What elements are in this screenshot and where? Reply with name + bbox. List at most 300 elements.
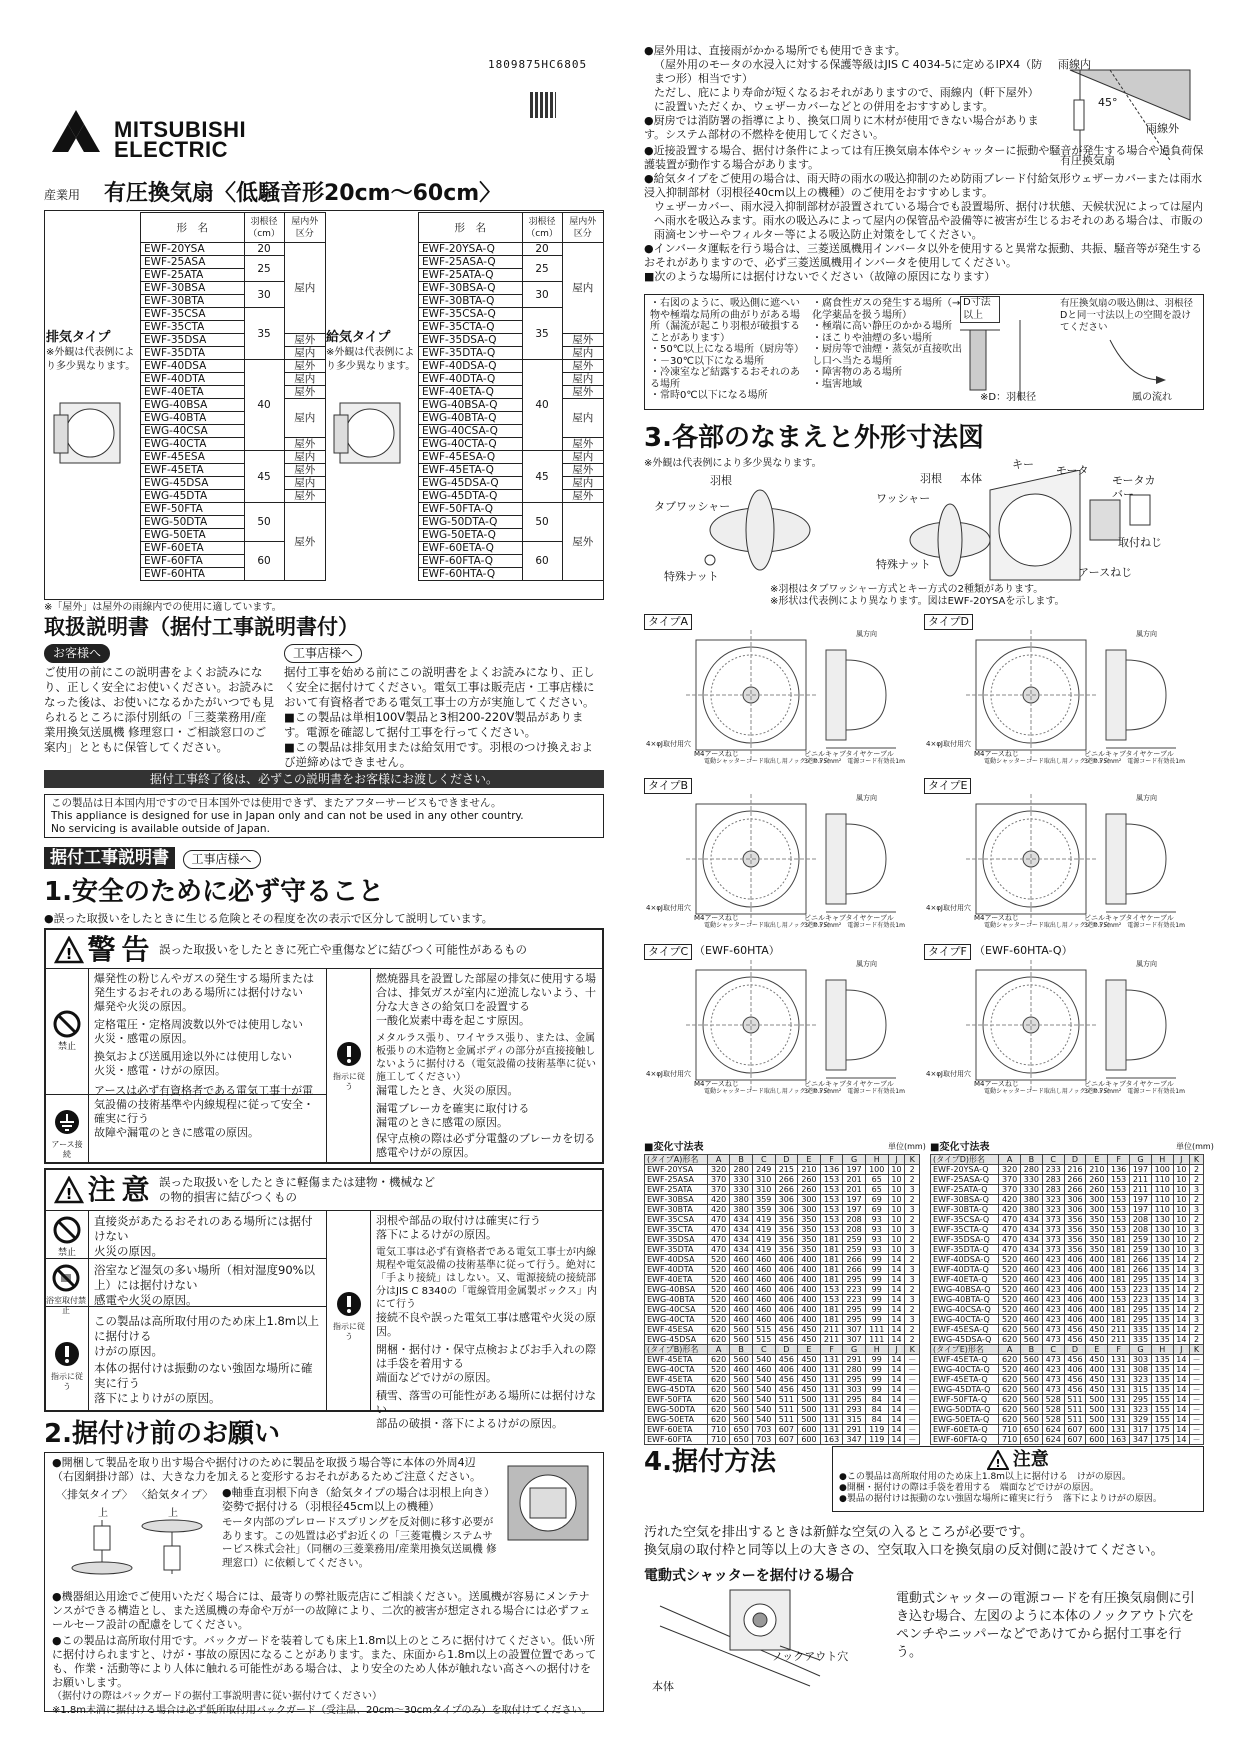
dim-value: 14 [888, 1405, 905, 1415]
dim-value: 450 [798, 1375, 821, 1385]
warning-left-items [94, 972, 322, 1140]
dim-value: 460 [752, 1365, 775, 1375]
dim-value: 560 [1020, 1325, 1042, 1335]
dim-value: 283 [1042, 1175, 1064, 1185]
dim-value: 406 [775, 1305, 798, 1315]
cord-knockout-note: 電動シャッターコード取出し用ノックアウト穴 [704, 922, 830, 929]
dim-value: 14 [1173, 1285, 1189, 1295]
dim-model: EWF-20YSA [645, 1165, 708, 1175]
caution-left-items [94, 1214, 322, 1406]
model-name: EWF-40DSA-Q [419, 360, 523, 373]
dim-value: 400 [1086, 1295, 1108, 1305]
dim-value: 460 [1020, 1275, 1042, 1285]
dim-value: 620 [999, 1355, 1021, 1365]
dim-model: EWG-50DTA-Q [931, 1405, 999, 1415]
dim-row [645, 1335, 920, 1345]
dim-value: 10 [1173, 1245, 1189, 1255]
dim-value: 356 [775, 1235, 798, 1245]
dim-value: E [798, 1155, 821, 1165]
dim-value: 131 [1108, 1425, 1130, 1435]
install-cn1: ●この製品は高所取付用のため床上1.8m以上に据付ける けがの原因。 [839, 1471, 1131, 1482]
dim-value: 295 [843, 1305, 866, 1315]
supply-label: 給気タイプ [326, 330, 391, 345]
dim-value: 434 [730, 1245, 753, 1255]
dim-row [645, 1365, 920, 1375]
blade-diameter: 50 [522, 503, 562, 542]
dim-value: 520 [999, 1305, 1021, 1315]
customer-block [44, 644, 274, 755]
dim-value: 295 [843, 1315, 866, 1325]
dim-value: 406 [775, 1315, 798, 1325]
dim-value: 400 [1086, 1265, 1108, 1275]
model-name: EWF-35DSA [141, 334, 245, 347]
instruct-label: 指示に従う [333, 1321, 365, 1341]
wind-direction: 風方向 [856, 794, 877, 802]
c8r: 部品の破損・落下によるけがの原因。 [376, 1417, 563, 1430]
dim-value: 300 [798, 1205, 821, 1215]
dim-value: 703 [752, 1435, 775, 1445]
dim-value: A [999, 1345, 1021, 1355]
dim-value: 703 [752, 1425, 775, 1435]
dim-value: 197 [843, 1195, 866, 1205]
dim-value: 211 [820, 1325, 843, 1335]
dim-value: H [865, 1155, 888, 1165]
dim-value: 450 [1086, 1385, 1108, 1395]
contractor-pill: 工事店様へ [284, 644, 362, 663]
dim-value: 710 [707, 1425, 730, 1435]
dim-value: 3 [905, 1205, 920, 1215]
model-row [419, 464, 604, 477]
dim-value: 520 [707, 1275, 730, 1285]
dim-value: 356 [1064, 1215, 1086, 1225]
dim-value: 201 [843, 1175, 866, 1185]
model-name: EWG-50ETA [141, 529, 245, 542]
dim-value: 710 [999, 1435, 1021, 1445]
dim-value: 2 [905, 1165, 920, 1175]
dim-model: EWF-25ASA-Q [931, 1175, 999, 1185]
dim-row [931, 1355, 1204, 1365]
w8: 保守点検の際は必ず分電盤のブレーカを切る [376, 1132, 596, 1145]
model-name: EWF-45ETA-Q [419, 464, 523, 477]
location-class: 屋外 [562, 334, 603, 347]
type-drawing [646, 630, 916, 770]
dim-value: 456 [775, 1385, 798, 1395]
dim-row [645, 1255, 920, 1265]
dim-row [931, 1375, 1204, 1385]
install-cn2: ●開梱・据付けの際は手袋を着用する 端面などでけがの原因。 [839, 1482, 1099, 1493]
dim-value: 14 [1173, 1265, 1189, 1275]
customer-pill: お客様へ [44, 644, 110, 663]
pre-b2-block [222, 1486, 498, 1570]
caution-instruct-left [48, 1340, 86, 1392]
type-drawing [926, 794, 1196, 934]
model-name: EWF-35DTA-Q [419, 347, 523, 360]
dim-value: 620 [999, 1385, 1021, 1395]
dim-value: 540 [752, 1415, 775, 1425]
type-label: タイプE [924, 778, 971, 794]
air-flow-label: 風の流れ [1132, 392, 1172, 403]
dim-value: 208 [843, 1225, 866, 1235]
dim-value: H [865, 1345, 888, 1355]
r1: ●屋外用は、直接雨がかかる場所でも使用できます。 [644, 44, 906, 57]
prohibit-icon [53, 1010, 81, 1038]
dim-value: 330 [730, 1185, 753, 1195]
dim-value: 323 [1042, 1195, 1064, 1205]
dim-value: 620 [999, 1325, 1021, 1335]
dim-value: 3 [905, 1315, 920, 1325]
dim-value: 135 [1151, 1275, 1173, 1285]
r2: ●厨房では消防署の指導により、換気口周りに木材が使用できない場合があります。システム部材の不燃枠を使用してください。 [644, 114, 1039, 141]
dim-value: 515 [752, 1335, 775, 1345]
dim-model: EWF-40DTA-Q [931, 1265, 999, 1275]
w5: 燃焼器具を設置した部屋の排気に使用する場合は、排気ガスが室内に逆流しないよう、十分な大きさの給気口を設置する [376, 972, 596, 1013]
key-label: キー [1012, 458, 1034, 471]
dim-value: 153 [1108, 1215, 1130, 1225]
model-name: EWF-60FTA [141, 555, 245, 568]
dim-value: 460 [730, 1275, 753, 1285]
dim-value: 540 [752, 1375, 775, 1385]
dim-value: 110 [1151, 1195, 1173, 1205]
type-label: タイプD [924, 614, 973, 630]
svg-text:!: ! [995, 1457, 1001, 1471]
dim-model: EWG-40BTA [645, 1295, 708, 1305]
instruct-icon [53, 1340, 81, 1368]
r1b: （屋外用のモータの水浸入に対する保護等級はJIS C 4034-5に定めるIPX4（防まつ形）相当です） [654, 58, 1043, 85]
instruct-icon [335, 1290, 363, 1318]
dim-model: EWF-60ETA [645, 1425, 708, 1435]
type-drawing [646, 794, 916, 934]
dim-model: EWF-35DSA-Q [931, 1235, 999, 1245]
dim-value: 3 [1190, 1225, 1204, 1235]
dim-row [645, 1435, 920, 1445]
dim-row [645, 1215, 920, 1225]
dim-value: 283 [1042, 1185, 1064, 1195]
instruct-icon [335, 1040, 363, 1068]
dim-value: 259 [843, 1245, 866, 1255]
location-class: 屋外 [562, 490, 603, 503]
dim-value: 450 [798, 1385, 821, 1395]
dim-model: EWG-45DTA-Q [931, 1385, 999, 1395]
dim-value: 135 [1151, 1355, 1173, 1365]
dim-value: 350 [1086, 1225, 1108, 1235]
dim-value: 155 [1151, 1405, 1173, 1415]
dim-value: 315 [843, 1415, 866, 1425]
dim-value: 400 [1086, 1315, 1108, 1325]
dim-value: 423 [1042, 1285, 1064, 1295]
dim-row [645, 1185, 920, 1195]
location-class: 屋内 [284, 243, 325, 334]
dim-value: 560 [730, 1335, 753, 1345]
model-row [419, 399, 604, 412]
dim-value: 135 [1151, 1265, 1173, 1275]
dim-value: C [1042, 1345, 1064, 1355]
dim-value: 131 [1108, 1355, 1130, 1365]
location-class: 屋内 [562, 243, 603, 334]
dim-value: 10 [888, 1215, 905, 1225]
install-pill: 工事店様へ [183, 850, 261, 869]
type-label: タイプC [644, 944, 692, 960]
dim-value: 14 [1173, 1325, 1189, 1335]
place-item: ・ 厨房等で油煙・蒸気が直接吹出し口へ当たる場所 [812, 344, 970, 367]
location-class: 屋内 [562, 399, 603, 438]
dim-value: 624 [1042, 1425, 1064, 1435]
model-name: EWF-25ATA-Q [419, 269, 523, 282]
dim-model: EWF-35DTA [645, 1245, 708, 1255]
parts-note3: ※形状は代表例により異なります。図はEWF-20YSAを示します。 [770, 596, 1065, 607]
dim-value: 456 [1064, 1335, 1086, 1345]
r1c: ただし、庇により寿命が短くなるおそれがありますので、雨線内（軒下屋外）に設置いただくか、ウェザーカバーなどとの併用をおすすめします。 [654, 86, 1039, 113]
dim-row [645, 1415, 920, 1425]
dim-value: 136 [1108, 1165, 1130, 1175]
dim-model: EWF-45ESA-Q [931, 1325, 999, 1335]
type-drawing [646, 960, 916, 1100]
dim-value: 650 [1020, 1425, 1042, 1435]
dim-value: 3 [905, 1295, 920, 1305]
model-name: EWG-40BSA [141, 399, 245, 412]
dim-value: 350 [1086, 1235, 1108, 1245]
dim-value: 370 [999, 1175, 1021, 1185]
dim-value: 373 [1042, 1235, 1064, 1245]
wind-direction: 風方向 [1136, 630, 1157, 638]
dim-value: 423 [1042, 1295, 1064, 1305]
dim-value: 93 [865, 1235, 888, 1245]
fan-frame-illustration [500, 1460, 600, 1546]
dim-row [931, 1435, 1204, 1445]
dim-value: 266 [843, 1255, 866, 1265]
c5r: 落下によるけがの原因。 [376, 1228, 497, 1241]
caution-desc: 誤った取扱いをしたときに軽傷または建物・機械などの物的損害に結びつくもの [159, 1175, 436, 1204]
dim-value: 223 [843, 1285, 866, 1295]
dim-value: － [1190, 1435, 1204, 1445]
dim-title-right: ■変化寸法表 [930, 1142, 990, 1153]
dim-value: 450 [1086, 1325, 1108, 1335]
dim-title-left: ■変化寸法表 [644, 1142, 704, 1153]
dim-value: 153 [1108, 1295, 1130, 1305]
dim-value: 2 [905, 1335, 920, 1345]
svg-text:上: 上 [98, 1508, 108, 1519]
dim-value: 307 [843, 1325, 866, 1335]
dim-value: 10 [888, 1225, 905, 1235]
dim-row [931, 1335, 1204, 1345]
dim-value: 500 [1086, 1395, 1108, 1405]
model-name: EWF-40ETA-Q [419, 386, 523, 399]
dim-row [645, 1375, 920, 1385]
dim-model: EWF-40ETA [645, 1275, 708, 1285]
dim-value: 153 [1108, 1195, 1130, 1205]
dim-value: 259 [1130, 1245, 1152, 1255]
earth-icon [53, 1108, 81, 1136]
blade-diameter: 35 [522, 308, 562, 360]
location-class: 屋内 [562, 373, 603, 386]
dim-value: 14 [888, 1275, 905, 1285]
dim-value: 130 [1151, 1245, 1173, 1255]
dim-value: D [1064, 1345, 1086, 1355]
dim-row [645, 1265, 920, 1275]
pre-b4n2: ※1.8m未満に据付ける場合は必ず低所取付用バックガード（受注品、20cm～30cmタイプのみ）を取付けてください。 [52, 1705, 592, 1716]
dim-model: EWF-40DSA [645, 1255, 708, 1265]
c1: 直接炎があたるおそれのある場所には据付けない [94, 1214, 313, 1243]
dim-value: 135 [1151, 1285, 1173, 1295]
dim-value: E [1086, 1345, 1108, 1355]
dim-model: EWF-25ASA [645, 1175, 708, 1185]
dim-value: B [1020, 1345, 1042, 1355]
dim-value: 163 [1108, 1435, 1130, 1445]
dim-value: 460 [752, 1305, 775, 1315]
dim-value: 356 [1064, 1225, 1086, 1235]
category-label: 産業用 [44, 188, 81, 202]
location-class: 屋外 [562, 464, 603, 477]
dim-value: 473 [1042, 1325, 1064, 1335]
document-code: 1809875HC6805 [488, 58, 588, 71]
dim-value: 356 [775, 1225, 798, 1235]
place-item: ・ ほこりや油煙の多い場所 [812, 333, 970, 345]
dim-value: 620 [707, 1325, 730, 1335]
dim-row [931, 1265, 1204, 1275]
dim-value: 511 [775, 1415, 798, 1425]
dim-value: 406 [775, 1255, 798, 1265]
dim-value: 3 [1190, 1275, 1204, 1285]
dim-value: A [707, 1155, 730, 1165]
dim-value: 295 [843, 1395, 866, 1405]
dim-value: 14 [1173, 1305, 1189, 1315]
model-row [141, 399, 326, 412]
wind-direction: 風方向 [1136, 960, 1157, 968]
dim-value: 406 [1064, 1255, 1086, 1265]
dim-row [931, 1395, 1204, 1405]
dim-value: 450 [798, 1325, 821, 1335]
rain-in-label: 雨線内 [1058, 58, 1091, 71]
install-p2: 換気扇の取付枠と同等以上の大きさの、空気取入口を換気扇の反対側に設けてください。 [644, 1543, 1164, 1558]
dim-model: EWF-50FTA [645, 1395, 708, 1405]
shutter-knockout-diagram [650, 1586, 870, 1696]
dim-value: 14 [1173, 1425, 1189, 1435]
cable-label: ビニルキャブタイヤケーブル [804, 1080, 894, 1088]
dim-value: 320 [999, 1165, 1021, 1175]
warning-col-2 [326, 968, 327, 1164]
dim-value: 650 [730, 1425, 753, 1435]
notice-en-2: No servicing is available outside of Japan. [51, 823, 270, 835]
dim-model: EWF-30BTA [645, 1205, 708, 1215]
dim-value: B [730, 1345, 753, 1355]
dim-value: 3 [1190, 1295, 1204, 1305]
dim-row [931, 1415, 1204, 1425]
mount-hole-label: 4×φJ取付用穴 [646, 740, 692, 748]
dim-value: 423 [1042, 1255, 1064, 1265]
c3r: けがの原因。 [94, 1344, 163, 1358]
dim-value: － [1190, 1405, 1204, 1415]
right-top-notes [644, 44, 1044, 142]
dim-value: 153 [1108, 1185, 1130, 1195]
dim-value: 460 [1020, 1295, 1042, 1305]
model-name: EWG-45DTA [141, 490, 245, 503]
type-label: タイプB [644, 778, 692, 794]
dim-value: 295 [1130, 1275, 1152, 1285]
dim-value: 460 [730, 1265, 753, 1275]
pre-b4-block [52, 1634, 598, 1718]
dim-value: 14 [1173, 1405, 1189, 1415]
model-row [141, 347, 326, 360]
mount-screw-label: 取付ねじ [1118, 536, 1162, 549]
dim-value: 295 [843, 1375, 866, 1385]
dim-value: 456 [1064, 1385, 1086, 1395]
dim-value: 99 [865, 1285, 888, 1295]
place-item: ・ 冷凍室など結露するおそれのある場所 [650, 367, 808, 390]
model-name: EWF-25ATA [141, 269, 245, 282]
dim-value: 347 [1130, 1435, 1152, 1445]
qr-code-icon [530, 92, 556, 118]
dim-model: EWG-40CTA-Q [931, 1365, 999, 1375]
dim-value: 181 [820, 1245, 843, 1255]
install-p1: 汚れた空気を排出するときは新鮮な空気の入るところが必要です。 [644, 1525, 1033, 1540]
dim-value: 135 [1151, 1365, 1173, 1375]
dim-row [645, 1295, 920, 1305]
place-item: ・ 極端に高い静圧のかかる場所 [812, 321, 970, 333]
dim-value: 511 [775, 1405, 798, 1415]
w6r: 漏電したとき、火災の原因。 [376, 1084, 519, 1097]
dim-model: EWG-40CTA [645, 1365, 708, 1375]
dim-value: 456 [775, 1355, 798, 1365]
dim-value: 310 [752, 1185, 775, 1195]
dim-value: 135 [1151, 1315, 1173, 1325]
dim-value: 620 [999, 1335, 1021, 1345]
install-cn3: ●製品の据付けは振動のない強固な場所に確実に行う 落下によりけがの原因。 [839, 1493, 1162, 1504]
dim-value: 420 [707, 1195, 730, 1205]
type-model: （EWF-60HTA-Q） [974, 944, 1073, 957]
location-class: 屋外 [284, 386, 325, 399]
model-row [419, 477, 604, 490]
dim-value: 208 [1130, 1215, 1152, 1225]
dim-value: 111 [865, 1325, 888, 1335]
dim-value: 153 [820, 1205, 843, 1215]
dim-value: D [775, 1345, 798, 1355]
customer-text: ご使用の前にこの説明書をよくお読みになり、正しく安全にお使いください。お読みになった後は、お使いになるかたがいつでも見られるところに添付別紙の「三菱業務用/産業用換気送風機 修理窓口・ご相談窓口のご案内」とともに保管してください。 [44, 665, 274, 754]
dim-model: EWF-40DTA [645, 1265, 708, 1275]
brand-line2: ELECTRIC [114, 137, 228, 162]
dim-value: 560 [730, 1415, 753, 1425]
place-item: ・ 右図のように、吸込側に遮へい物や極端な局所の曲がりがある場所（漏流が起こり羽根が破損することがあります） [650, 298, 808, 344]
special-nut-label-1: 特殊ナット [664, 570, 719, 583]
model-name: EWG-40CTA-Q [419, 438, 523, 451]
pre-b4: ●この製品は高所取付用です。バックガードを装着しても床上1.8m以上のところに据付けてください。低い所に据付けられますと、けが・事故の原因になることがあります。また、床面から1.8m以上の設置位置であっても、作業・活動等により人体に触れる可能性がある場合は、より安全のため人体が触れない高さへの据付けをお願いします。 [52, 1634, 597, 1689]
model-row [419, 373, 604, 386]
dim-value: 223 [1130, 1295, 1152, 1305]
location-class: 屋外 [284, 503, 325, 581]
dim-value: 400 [798, 1305, 821, 1315]
type-drawing [926, 960, 1196, 1100]
cable-spec: 3芯0.75mm² 電源コード有効長1m [1084, 758, 1185, 765]
dim-value: 2 [1190, 1285, 1204, 1295]
supply-type-block [326, 330, 416, 374]
dim-value: 423 [1042, 1365, 1064, 1375]
place-item: ・ 腐食性ガスの発生する場所（→化学薬品を扱う場所） [812, 298, 970, 321]
dim-value: 153 [820, 1175, 843, 1185]
dim-value: 306 [1064, 1205, 1086, 1215]
d-note: 有圧換気扇の吸込側は、羽根径Dと同一寸法以上の空間を設けてください [1060, 298, 1194, 333]
dim-value: 350 [798, 1245, 821, 1255]
warning-title: 警告 [87, 933, 156, 966]
dim-value: 400 [1086, 1275, 1108, 1285]
model-name: EWG-50ETA-Q [419, 529, 523, 542]
col-loc: 屋内外区分 [284, 213, 325, 243]
cord-knockout-note: 電動シャッターコード取出し用ノックアウト穴 [704, 1088, 830, 1095]
dim-value: 473 [1042, 1385, 1064, 1395]
brand-name [114, 117, 247, 162]
dim-header-row [931, 1345, 1204, 1355]
w7r: 漏電のときに感電の原因。 [376, 1116, 508, 1129]
model-row [141, 464, 326, 477]
dim-row [645, 1425, 920, 1435]
dimension-table-left [644, 1154, 920, 1445]
